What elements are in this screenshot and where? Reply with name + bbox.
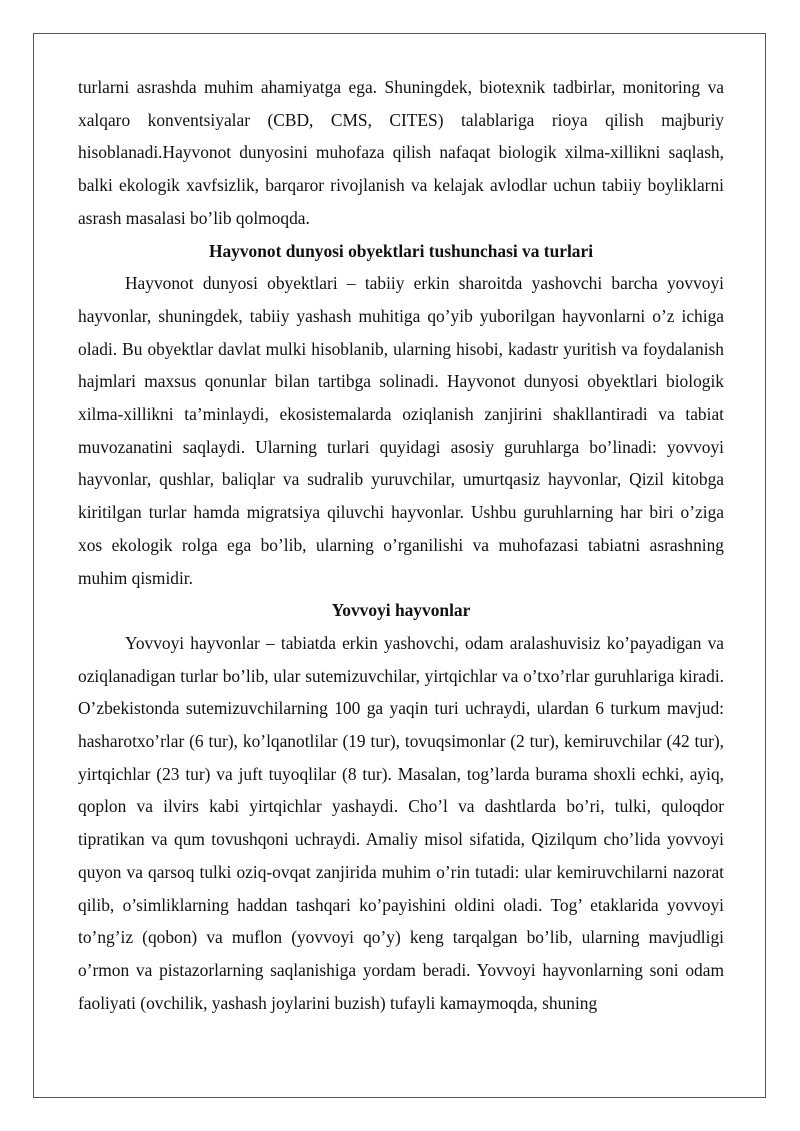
- section-paragraph-wild-animals: Yovvoyi hayvonlar – tabiatda erkin yashovchi, odam aralashuvisiz ko’payadigan va oziqlanadigan turlar bo’lib, ular sutemizuvchilar, yirtqichlar va o’txo’rlar guruhlariga kiradi. O’zbekistonda sutemizuvchilarning 100 ga yaqin turi uchraydi, ulardan 6 turkum mavjud: hasharotxo’rlar (6 tur), ko’lqanotlilar (19 tur), tovuqsimonlar (2 tur), kemiruvchilar (42 tur), yirtqichlar (23 tur) va juft tuyoqlilar (8 tur). Masalan, tog’larda burama shoxli echki, ayiq, qoplon va ilvirs kabi yirtqichlar yashaydi. Cho’l va dashtlarda bo’ri, tulki, quloqdor tipratikan va qum tovushqoni uchraydi. Amaliy misol sifatida, Qizilqum cho’lida yovvoyi quyon va qarsoq tulki oziq-ovqat zanjirida muhim o’rin tutadi: ular kemiruvchilarni nazorat qilib, o’simliklarning haddan tashqari ko’payishini oldini oladi. Tog’ etaklarida yovvoyi to’ng’iz (qobon) va muflon (yovvoyi qo’y) keng tarqalgan bo’lib, ularning mavjudligi o’rmon va pistazorlarning saqlanishiga yordam beradi. Yovvoyi hayvonlarning soni odam faoliyati (ovchilik, yashash joylarini buzish) tufayli kamaymoqda, shuning: [78, 632, 724, 1013]
- intro-paragraph: turlarni asrashda muhim ahamiyatga ega. Shuningdek, biotexnik tadbirlar, monitoring va xalqaro konventsiyalar (CBD, CMS, CITES) talablariga rioya qilish majburiy hisoblanadi.Hayvonot dunyosini muhofaza qilish nafaqat biologik xilma-xillikni saqlash, balki ekologik xavfsizlik, barqaror rivojlanish va kelajak avlodlar uchun tabiiy boyliklarni asrash masalasi bo’lib qolmoqda.: [78, 77, 724, 228]
- section-heading-animal-objects: Hayvonot dunyosi obyektlari tushunchasi va turlari: [208, 240, 594, 261]
- document-body: [78, 71, 724, 1019]
- section-heading-wild-animals: Yovvoyi hayvonlar: [331, 600, 471, 621]
- section-paragraph-animal-objects: Hayvonot dunyosi obyektlari – tabiiy erkin sharoitda yashovchi barcha yovvoyi hayvonlar, shuningdek, tabiiy yashash muhitiga qo’yib yuborilgan hayvonlarni o’z ichiga oladi. Bu obyektlar davlat mulki hisoblanib, ularning hisobi, kadastr yuritish va foydalanish hajmlari maxsus qonunlar bilan tartibga solinadi. Hayvonot dunyosi obyektlari biologik xilma-xillikni ta’minlaydi, ekosistemalarda oziqlanish zanjirini shakllantiradi va tabiat muvozanatini saqlaydi. Ularning turlari quyidagi asosiy guruhlarga bo’linadi: yovvoyi hayvonlar, qushlar, baliqlar va sudralib yuruvchilar, umurtqasiz hayvonlar, Qizil kitobga kiritilgan turlar hamda migratsiya qiluvchi hayvonlar. Ushbu guruhlarning har biri o’ziga xos ekologik rolga ega bo’lib, ularning o’rganilishi va muhofazasi tabiatni asrashning muhim qismidir.: [78, 273, 724, 588]
